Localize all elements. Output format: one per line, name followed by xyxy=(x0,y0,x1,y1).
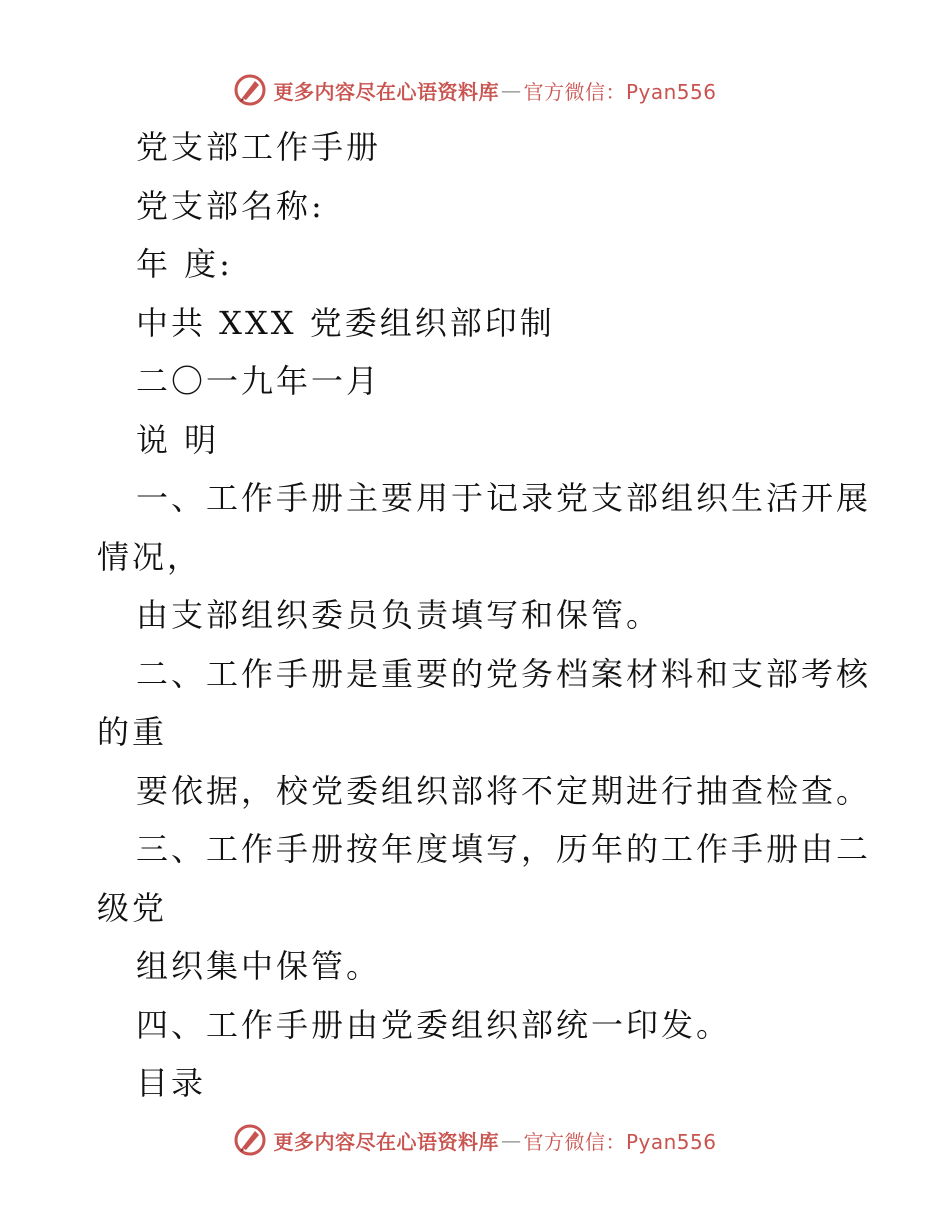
document-line: 党支部名称: xyxy=(136,186,325,225)
watermark-footer xyxy=(0,1120,950,1160)
watermark-contact: 官方微信：Pyan556 xyxy=(523,1129,717,1154)
watermark-text: 更多内容尽在心语资料库 xyxy=(273,79,499,104)
document-line: 二、工作手册是重要的党务档案材料和支部考核 xyxy=(136,654,872,693)
pen-logo-icon xyxy=(233,73,267,107)
document-line: 的重 xyxy=(97,713,168,751)
watermark-separator: — xyxy=(500,1128,522,1152)
watermark-text: 更多内容尽在心语资料库 xyxy=(273,1129,499,1154)
pen-logo-icon xyxy=(233,1123,267,1157)
document-line: 级党 xyxy=(97,888,168,927)
document-line: 组织集中保管。 xyxy=(136,947,382,985)
document-line: 中共 XXX 党委组织部印制 xyxy=(136,303,555,342)
document-line: 年 度: xyxy=(136,245,233,283)
document-line: 三、工作手册按年度填写，历年的工作手册由二 xyxy=(136,830,872,868)
document-line: 二〇一九年一月 xyxy=(136,362,382,400)
document-line: 要依据，校党委组织部将不定期进行抽查检查。 xyxy=(136,771,872,810)
watermark-header xyxy=(0,70,950,110)
document-line: 情况， xyxy=(97,537,203,576)
document-body xyxy=(97,118,872,1113)
watermark-separator: — xyxy=(500,78,522,102)
document-line: 一、工作手册主要用于记录党支部组织生活开展 xyxy=(136,479,872,517)
document-line: 党支部工作手册 xyxy=(136,128,382,166)
document-line: 说 明 xyxy=(136,420,220,459)
document-line: 由支部组织委员负责填写和保管。 xyxy=(136,596,662,634)
document-line: 目录 xyxy=(136,1064,207,1102)
document-line: 四、工作手册由党委组织部统一印发。 xyxy=(136,1005,732,1044)
watermark-contact: 官方微信：Pyan556 xyxy=(523,79,717,104)
